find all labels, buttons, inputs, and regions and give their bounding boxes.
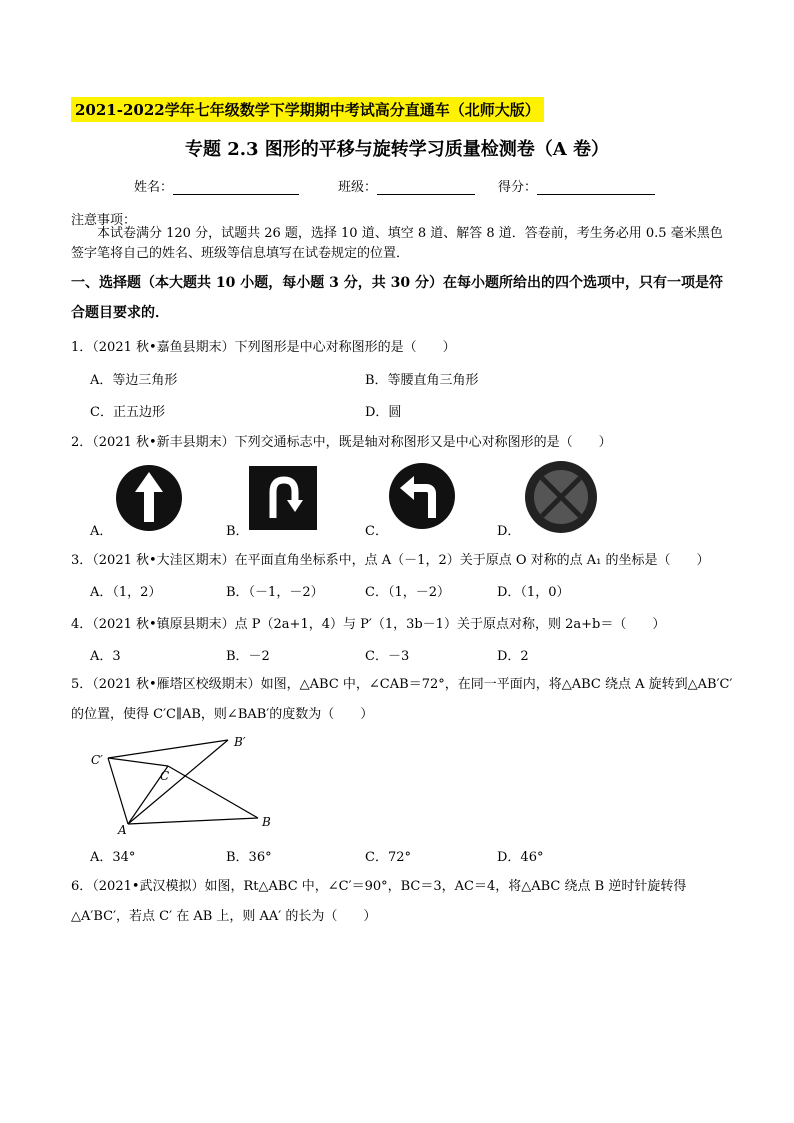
document-title: 专题 2.3 图形的平移与旋转学习质量检测卷（A 卷） [184,139,610,160]
score-field [498,176,655,195]
turn-left-sign-icon [388,462,456,530]
q5-option-a: A．34° [90,850,136,865]
q5-label-a: A [118,823,127,837]
q4-option-a: A．3 [90,649,121,664]
q3-option-c: C．（1，－2） [365,585,450,600]
class-label: 班级： [338,180,378,195]
q5-rotation-figure [88,728,288,838]
q2-stem: 2．（2021 秋•新丰县期末）下列交通标志中，既是轴对称图形又是中心对称图形的是（ ） [71,435,612,450]
q2-option-c: C． [365,524,388,539]
q5-label-c: C [160,769,170,783]
q4-option-c: C．－3 [365,649,410,664]
q1-stem: 1．（2021 秋•嘉鱼县期末）下列图形是中心对称图形的是（ ） [71,340,456,355]
q3-option-b: B．（－1，－2） [226,585,324,600]
q4-option-d: D．2 [497,649,529,664]
score-blank [537,180,655,195]
series-banner: 2021-2022学年七年级数学下学期期中考试高分直通车（北师大版） [71,97,544,122]
q2-option-a: A． [90,524,113,539]
q5-option-c: C．72° [365,850,411,865]
q4-stem: 4．（2021 秋•镇原县期末）点 P（2a+1，4）与 P′（1，3b－1）关于原点对称，则 2a+b＝（ ） [71,617,666,632]
q5-label-b-prime: B′ [234,735,246,749]
q5-label-c-prime: C′ [91,753,103,767]
name-blank [173,180,299,195]
q4-option-b: B．－2 [226,649,270,664]
q2-option-b: B． [226,524,249,539]
q5-option-b: B．36° [226,850,272,865]
name-label: 姓名： [134,180,174,195]
notes-heading: 注意事项： [71,213,137,228]
q5-label-b: B [262,815,271,829]
q3-stem: 3．（2021 秋•大洼区期末）在平面直角坐标系中，点 A（－1，2）关于原点 O 对称的点 A₁ 的坐标是（ ） [71,553,710,568]
q1-option-b: B．等腰直角三角形 [365,373,479,388]
q3-option-a: A．（1，2） [90,585,162,600]
q2-option-d: D． [497,524,521,539]
q1-option-c: C．正五边形 [90,405,165,420]
u-turn-sign-icon [249,466,317,530]
q1-option-d: D．圆 [365,405,402,420]
q1-option-a: A．等边三角形 [90,373,178,388]
name-field [134,176,299,195]
section1-heading: 一、选择题（本大题共 10 小题，每小题 3 分，共 30 分）在每小题所给出的四个选项中，只有一项是符合题目要求的． [71,275,723,321]
class-blank [377,180,475,195]
no-stopping-sign-icon [524,460,598,534]
class-field [338,176,475,195]
q6-stem: 6．（2021•武汉模拟）如图，Rt△ABC 中，∠C′＝90°，BC＝3，AC＝4，将△ABC 绕点 B 逆时针旋转得△A′BC′，若点 C′ 在 AB 上，则 AA′ 的长为（ ） [71,879,687,924]
q5-stem: 5．（2021 秋•雁塔区校级期末）如图，△ABC 中，∠CAB＝72°，在同一平面内，将△ABC 绕点 A 旋转到△AB′C′的位置，使得 C′C∥AB，则∠BAB′的度数为（ ） [71,677,733,722]
q5-option-d: D．46° [497,850,544,865]
q3-option-d: D．（1，0） [497,585,570,600]
notes-body: 本试卷满分 120 分，试题共 26 题，选择 10 道、填空 8 道、解答 8 道．答卷前，考生务必用 0.5 毫米黑色签字笔将自己的姓名、班级等信息填写在试卷规定的位置． [71,226,723,261]
arrow-up-sign-icon [115,464,183,532]
score-label: 得分： [498,180,538,195]
